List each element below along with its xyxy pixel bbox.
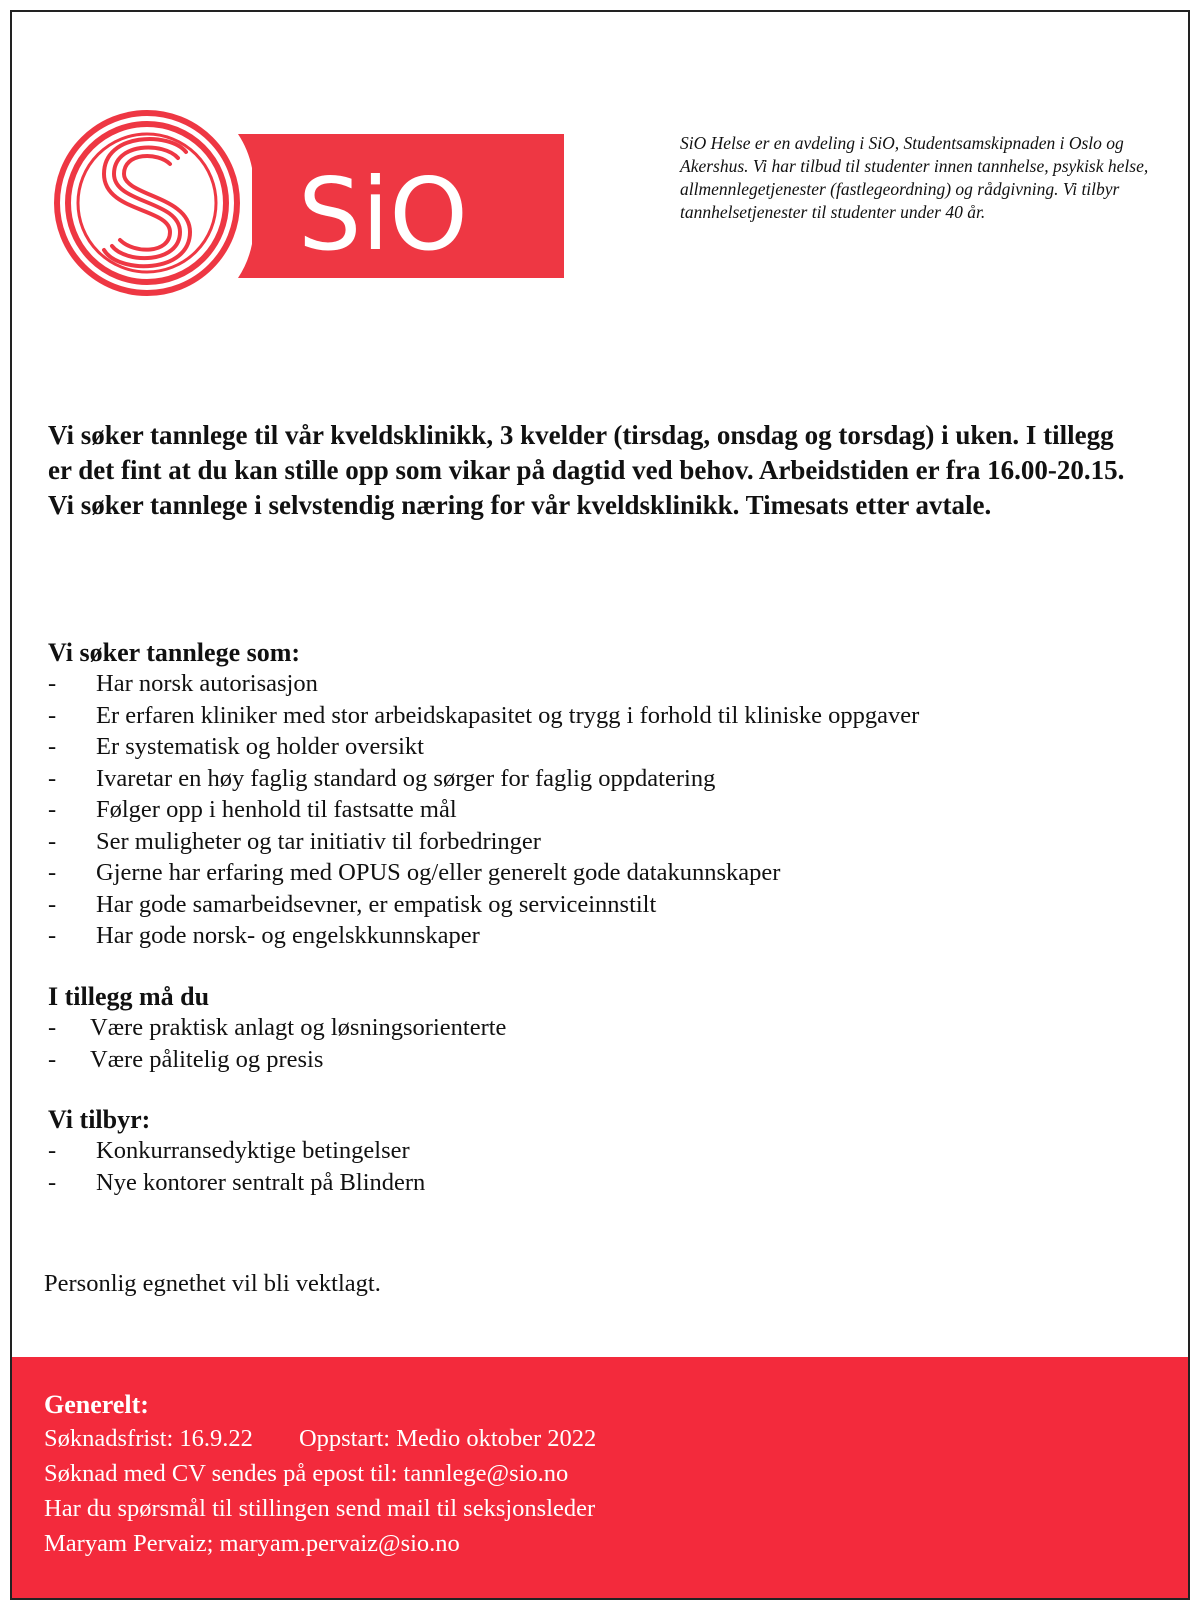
additionally-heading: I tillegg må du	[48, 982, 210, 1011]
list-item: - Er erfaren kliniker med stor arbeidskapasitet og trygg i forhold til kliniske oppgaver	[48, 701, 920, 729]
list-item: - Konkurransedyktige betingelser	[48, 1137, 410, 1164]
list-item: - Ivaretar en høy faglig standard og sørger for faglig oppdatering	[48, 764, 716, 792]
list-item: - Har gode norsk- og engelskkunnskaper	[48, 922, 480, 949]
questions-text: Har du spørsmål til stillingen send mail til seksjonsleder	[44, 1495, 596, 1522]
apply-instructions: Søknad med CV sendes på epost til: tannlege@sio.no	[44, 1460, 569, 1487]
sio-logo	[52, 108, 564, 298]
application-deadline: Søknadsfrist: 16.9.22	[44, 1425, 253, 1452]
requirements-heading: Vi søker tannlege som:	[48, 638, 301, 667]
list-item: - Har gode samarbeidsevner, er empatisk og serviceinnstilt	[48, 890, 657, 918]
additionally-section	[48, 981, 1148, 1075]
requirements-section	[48, 637, 1148, 952]
list-item: - Følger opp i henhold til fastsatte mål	[48, 796, 457, 823]
offer-section	[48, 1104, 1148, 1198]
offer-heading: Vi tilbyr:	[48, 1105, 151, 1134]
closing-statement: Personlig egnethet vil bli vektlagt.	[44, 1270, 381, 1297]
offer-list	[48, 1135, 1148, 1198]
footer-heading: Generelt:	[44, 1390, 149, 1419]
logo-wordmark: SiO	[298, 156, 468, 273]
intro-paragraph: SiO Helse er en avdeling i SiO, Studentsamskipnaden i Oslo og Akershus. Vi har tilbud til studenter innen tannhelse, psykisk helse, allmennlegetjenester (fastlegeordning) og rådgivning. Vi tilbyr tannhelsetjenester til studenter under 40 år.	[680, 133, 1149, 222]
list-item: - Gjerne har erfaring med OPUS og/eller generelt gode datakunnskaper	[48, 859, 781, 886]
contact-person: Maryam Pervaiz; maryam.pervaiz@sio.no	[44, 1530, 460, 1557]
list-item: - Ser muligheter og tar initiativ til forbedringer	[48, 827, 541, 855]
list-item: - Er systematisk og holder oversikt	[48, 733, 424, 760]
list-item: - Nye kontorer sentralt på Blindern	[48, 1168, 426, 1196]
footer-dates	[44, 1421, 1144, 1456]
requirements-list	[48, 668, 1148, 952]
additionally-list	[48, 1012, 1148, 1075]
footer-panel	[12, 1357, 1188, 1598]
list-item: - Være pålitelig og presis	[48, 1045, 324, 1073]
list-item: - Har norsk autorisasjon	[48, 670, 318, 697]
list-item: - Være praktisk anlagt og løsningsorienterte	[48, 1014, 507, 1041]
lead-paragraph: Vi søker tannlege til vår kveldsklinikk, 3 kvelder (tirsdag, onsdag og torsdag) i uken. I tillegg er det fint at du kan stille opp som vikar på dagtid ved behov. Arbeidstiden er fra 16.00-20.15. Vi søker tannlege i selvstendig næring for vår kveldsklinikk. Timesats etter avtale.	[48, 420, 1125, 520]
start-date: Oppstart: Medio oktober 2022	[298, 1425, 597, 1452]
